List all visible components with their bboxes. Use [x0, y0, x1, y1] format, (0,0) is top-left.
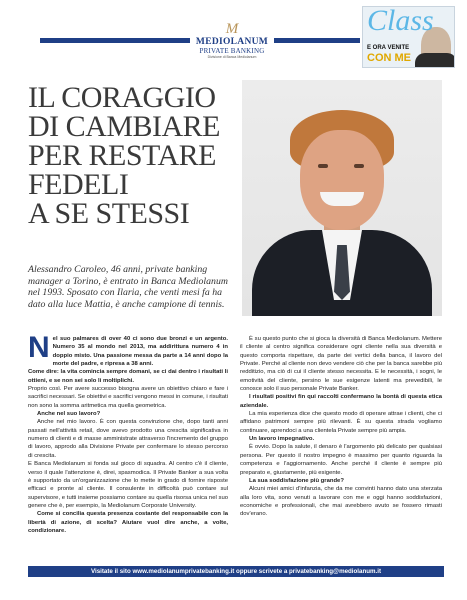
logo-subtitle: PRIVATE BANKING [199, 47, 265, 55]
header-rule-right [274, 38, 360, 43]
headline-line: PER RESTARE [28, 139, 216, 172]
interview-answer: Proprio così. Per avere successo bisogna avere un obiettivo chiaro e fare i sacrifici necessari. Se obiettivi e sacrifici vengono messi in comune, i risultati non sono la somma aritmetica ma quella geometrica. [28, 386, 228, 409]
cover-title: Class [367, 6, 434, 37]
interview-question: Anche nel suo lavoro? [37, 411, 101, 418]
class-magazine-cover [362, 6, 455, 68]
logo-division: Divisione di Banca Mediolanum [207, 55, 257, 59]
header-rule-left [40, 38, 190, 43]
logo-mark: M [225, 21, 239, 37]
lead-text: el suo palmares di over 40 ci sono due bronzi e un argento. Numero 35 al mondo nel 2013, ma addirittura numero 4 in doppio misto. Una passione messa da parte a 14 anni dopo la morte del padre, e ripresa a 38 anni. [52, 336, 228, 368]
interview-question: La sua soddisfazione più grande? [249, 477, 344, 484]
interview-question: Un lavoro impegnativo. [249, 436, 315, 443]
lead-paragraph [28, 331, 228, 368]
interview-answer: È ovvio. Dopo la salute, il denaro è l'argomento più delicato per qualsiasi persona. Per questo il nostro impegno è massimo per quanto riguarda la competenza e l'aggiornamento. Anche perché il cliente è sempre più preparato e, giustamente, più esigente. [240, 444, 442, 476]
interview-answer: È su questo punto che si gioca la diversità di Banca Mediolanum. Mettere il cliente al centro significa considerare ogni cliente nella sua diversità e questo comporta rispettare, da parte dei vertici della banca, il lavoro del Private. Perché al cliente non devo vendere ciò che per la banca sarebbe più redditizio, ma ciò di cui il cliente stesso necessita. E le necessità, i sogni, le emotività del cliente, persino le sue esigenze latenti ma prevedibili, le conosce solo il suo personale Private Banker. [240, 336, 442, 393]
logo-name: MEDIOLANUM [195, 37, 269, 47]
article-standfirst: Alessandro Caroleo, 46 anni, private banking manager a Torino, è entrato in Banca Mediolanum nel 1993. Sposato con Ilaria, che venti mesi fa ha dato alla luce Mattia, è anche campione di tennis. [28, 264, 228, 310]
interview-answer: E Banca Mediolanum si fonda sul gioco di squadra. Al centro c'è il cliente, verso il quale l'attenzione è, direi, spasmodica. Il Private Banker a sua volta è supportato da un'organizzazione che lo mette in grado di fornire risposte efficaci e pronte al cliente. Il consulente in difficoltà può contare sul supervisore, e tutti insieme possiamo contare su quella risorsa unica nel suo genere che è, per esempio, la Mediolanum Corporate University. [28, 461, 228, 509]
interview-answer: Anche nel mio lavoro. È con questa convinzione che, dopo tanti anni passati nell'attività retail, dove avevo prodotto una crescita significativa in numero di clienti e di masse amministrate attraverso l'incremento del gruppo di lavoro, approdo alla Divisione Private per confermare lo stesso percorso di crescita. [28, 419, 228, 459]
photo-eye-left [318, 164, 328, 168]
footer-contact-banner: Visitate il sito www.mediolanumprivatebanking.it oppure scrivete a privatebanking@mediolanum.it [28, 566, 444, 577]
headline-line: DI CAMBIARE [28, 110, 221, 143]
headline-line: FEDELI [28, 168, 129, 201]
photo-face [300, 130, 384, 230]
photo-eye-right [354, 164, 364, 168]
cover-portrait-suit [415, 53, 455, 68]
interview-answer: La mia esperienza dice che questo modo di operare attrae i clienti, che ci affidano patrimoni sempre più rilevanti. È su questa strada vogliamo continuare, aprendoci a una clientela Private sempre più ampia. [240, 411, 442, 434]
interview-question: I risultati positivi fin qui raccolti confermano la bontà di questa etica aziendale. [240, 394, 442, 409]
interview-answer: Alcuni miei amici d'infanzia, che da me convinti hanno dato una sterzata alla loro vita, sono venuti a lavorare con me e oggi hanno soddisfazioni, economiche e professionali, che mai avrebbero avuto se fossero rimasti dov'erano. [240, 486, 442, 518]
article-column-left [28, 331, 228, 535]
article-headline [28, 83, 238, 228]
drop-cap: N [28, 331, 50, 364]
headline-line: A SE STESSI [28, 197, 190, 230]
mediolanum-logo [192, 22, 272, 60]
cover-tagline: E ORA VENITE [367, 45, 410, 51]
portrait-photo [242, 80, 442, 316]
article-column-right [240, 335, 442, 519]
interview-question: Come dire: la vita comincia sempre domani, se ci dai dentro i risultati li ottieni, e se non sei solo li moltiplichi. [28, 369, 228, 384]
cover-headline: CON ME [367, 52, 411, 64]
headline-line: IL CORAGGIO [28, 81, 216, 114]
interview-question: Come si concilia questa presenza costante del responsabile con la libertà di azione, di scelta? Aiutare vuol dire anche, a volte, condizionare. [28, 511, 228, 534]
